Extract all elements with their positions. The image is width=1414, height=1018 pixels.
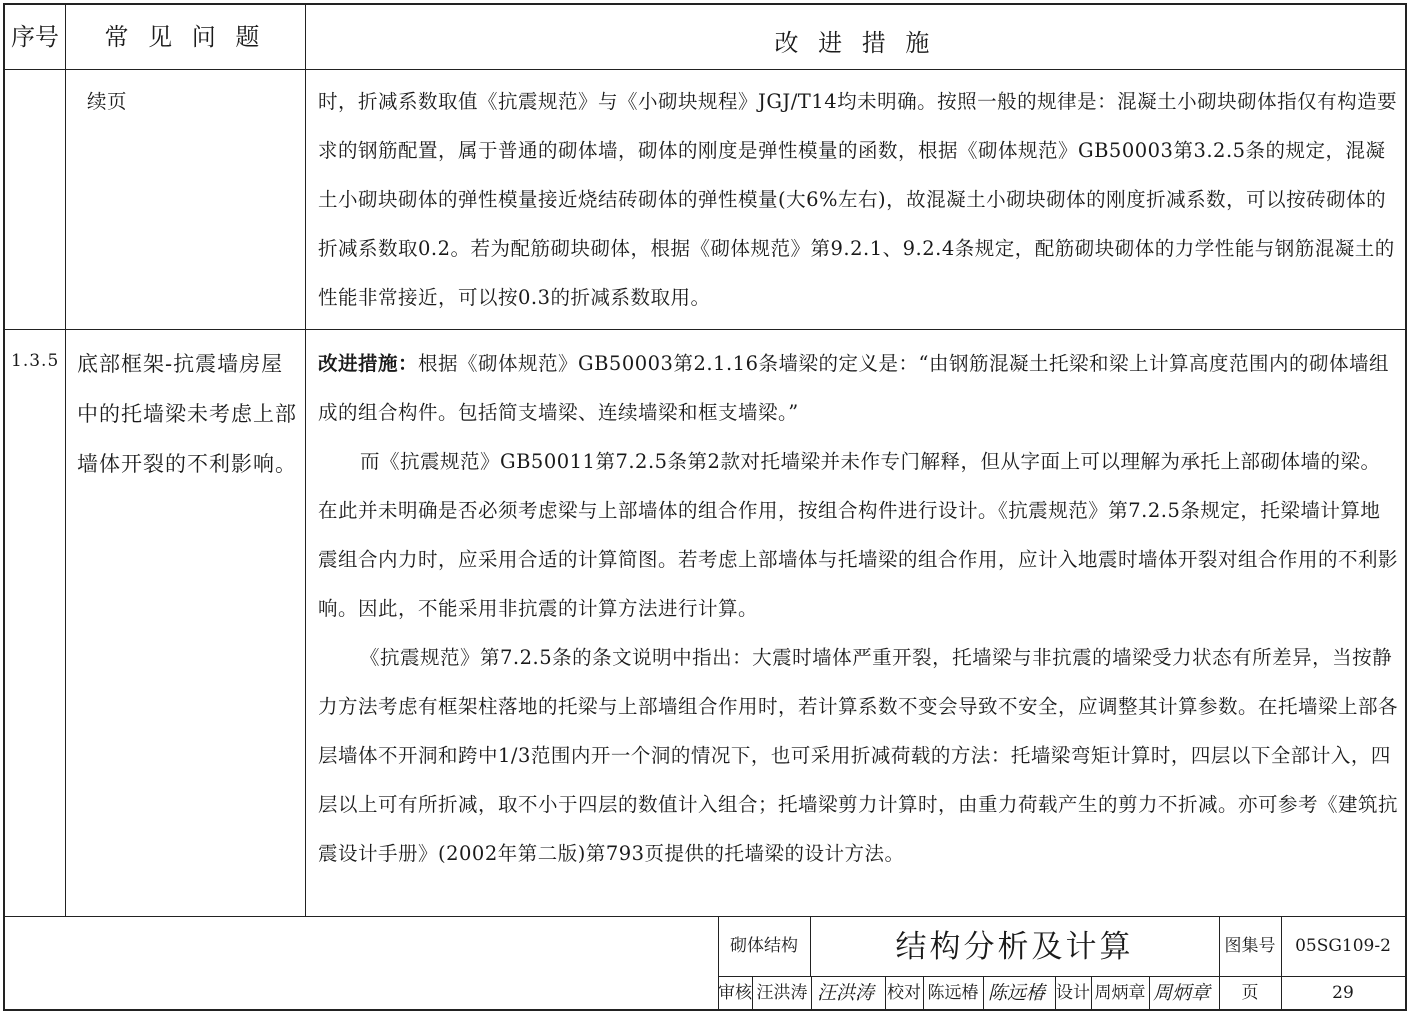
check-name: 陈远椿 bbox=[927, 983, 979, 1003]
drawing-sheet bbox=[3, 3, 1407, 1011]
header-col-problem: 常 见 问 题 bbox=[104, 23, 266, 51]
measure-paragraph: 而《抗震规范》GB50011第7.2.5条第2款对托墙梁并未作专门解释，但从字面上可以理解为承托上部砌体墙的梁。在此并未明确是否必须考虑梁与上部墙体的组合作用，按组合构件进行设计。《抗震规范》第7.2.5条规定，托梁墙计算地震组合内力时，应采用合适的计算简图。若考虑上部墙体与托墙梁的组合作用，应计入地震时墙体开裂对组合作用的不利影响。因此，不能采用非抗震的计算方法进行计算。 bbox=[318, 450, 1399, 620]
review-label: 审核 bbox=[718, 983, 752, 1003]
drawing-title: 结构分析及计算 bbox=[895, 929, 1134, 965]
check-signature: 陈远椿 bbox=[988, 982, 1046, 1004]
page-label: 页 bbox=[1241, 983, 1259, 1003]
design-label: 设计 bbox=[1056, 983, 1090, 1003]
measure-lead: 改进措施： bbox=[318, 352, 419, 375]
design-name: 周炳章 bbox=[1094, 983, 1146, 1003]
row-continued-problem: 续页 bbox=[87, 90, 128, 113]
review-name: 汪洪涛 bbox=[756, 983, 808, 1003]
atlas-label: 图集号 bbox=[1224, 936, 1276, 956]
header-col-measure: 改 进 措 施 bbox=[774, 29, 936, 57]
row-continued-measure bbox=[318, 77, 1398, 322]
measure-paragraph: 时，折减系数取值《抗震规范》与《小砌块规程》JGJ/T14均未明确。按照一般的规律是：混凝土小砌块砌体指仅有构造要求的钢筋配置，属于普通的砌体墙，砌体的刚度是弹性模量的函数，根据《砌体规范》GB50003第3.2.5条的规定，混凝土小砌块砌体的弹性模量接近烧结砖砌体的弹性模量(大6%左右)，故混凝土小砌块砌体的刚度折减系数，可以按砖砌体的折减系数取0.2。若为配筋砌块砌体，根据《砌体规范》第9.2.1、9.2.4条规定，配筋砌块砌体的力学性能与钢筋混凝土的性能非常接近，可以按0.3的折减系数取用。 bbox=[318, 90, 1398, 309]
review-signature: 汪洪涛 bbox=[817, 982, 875, 1004]
check-label: 校对 bbox=[887, 983, 921, 1003]
row-1-3-5-measure bbox=[318, 339, 1398, 878]
row-1-3-5-no: 1.3.5 bbox=[11, 351, 60, 371]
atlas-number: 05SG109-2 bbox=[1295, 936, 1391, 956]
measure-paragraph: 根据《砌体规范》GB50003第2.1.16条墙梁的定义是：“由钢筋混凝土托梁和梁上计算高度范围内的砌体墙组成的组合构件。包括简支墙梁、连续墙梁和框支墙梁。” bbox=[318, 352, 1389, 424]
header-col-no: 序号 bbox=[11, 23, 59, 51]
category-label: 砌体结构 bbox=[730, 936, 798, 956]
design-signature: 周炳章 bbox=[1153, 982, 1211, 1004]
measure-paragraph: 《抗震规范》第7.2.5条的条文说明中指出：大震时墙体严重开裂，托墙梁与非抗震的墙梁受力状态有所差异，当按静力方法考虑有框架柱落地的托梁与上部墙组合作用时，若计算系数不变会导致不安全，应调整其计算参数。在托墙梁上部各层墙体不开洞和跨中1/3范围内开一个洞的情况下，也可采用折减荷载的方法：托墙梁弯矩计算时，四层以下全部计入，四层以上可有所折减，取不小于四层的数值计入组合；托墙梁剪力计算时，由重力荷载产生的剪力不折减。亦可参考《建筑抗震设计手册》(2002年第二版)第793页提供的托墙梁的设计方法。 bbox=[318, 646, 1399, 865]
page-number: 29 bbox=[1332, 983, 1354, 1003]
row-1-3-5-problem: 底部框架-抗震墙房屋中的托墙梁未考虑上部墙体开裂的不利影响。 bbox=[77, 352, 297, 476]
